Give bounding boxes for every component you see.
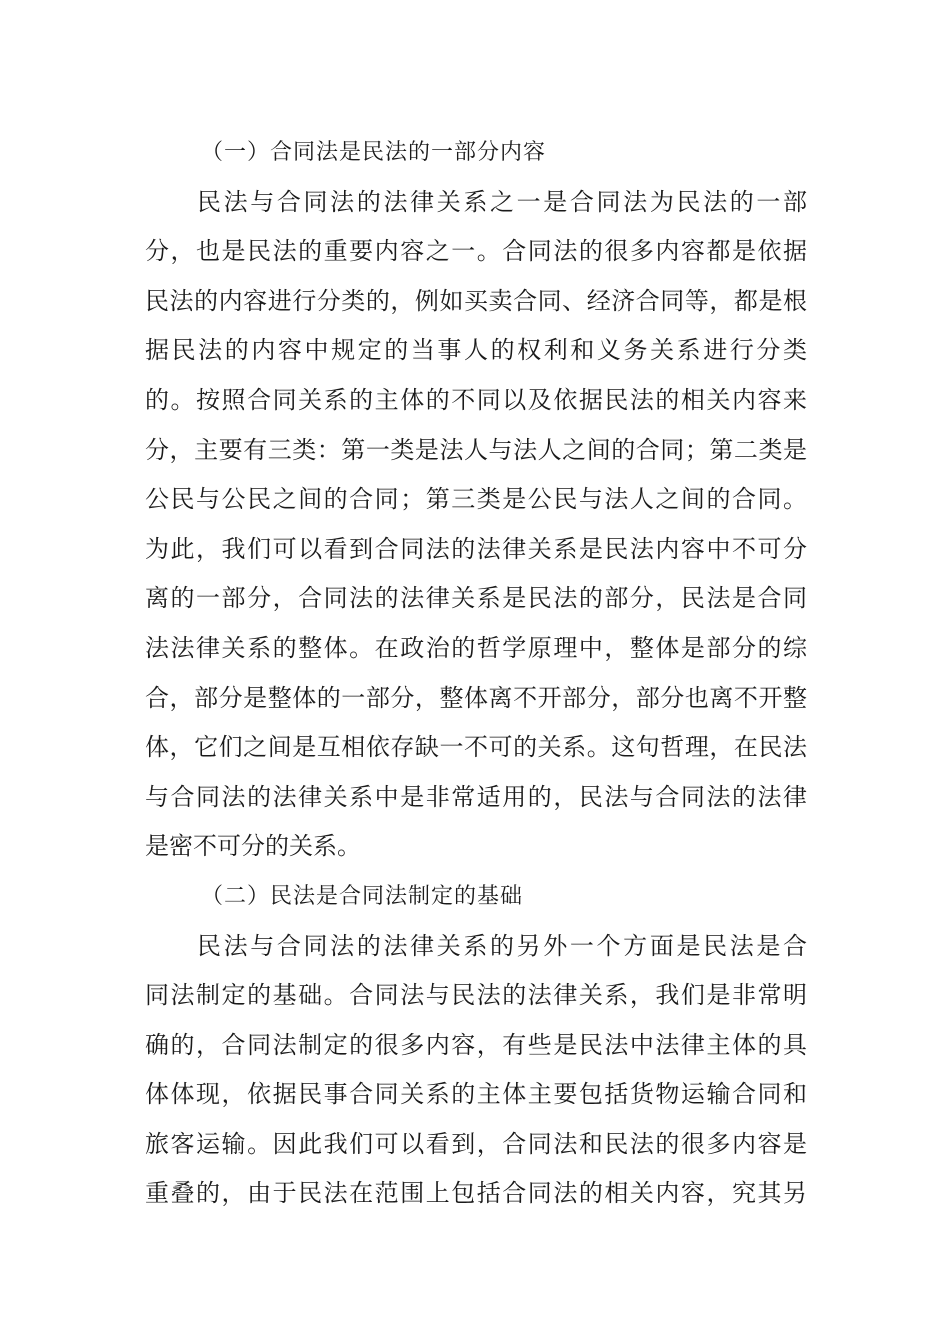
section-1-line: 法法律关系的整体。在政治的哲学原理中，整体是部分的综 <box>145 633 807 662</box>
section-2-line: 民法与合同法的法律关系的另外一个方面是民法是合 <box>197 931 807 960</box>
section-2-heading: （二）民法是合同法制定的基础 <box>201 883 524 909</box>
section-1-line: 是密不可分的关系。 <box>145 832 361 861</box>
section-2-line: 重叠的，由于民法在范围上包括合同法的相关内容，究其另 <box>145 1179 807 1208</box>
section-2-line: 确的，合同法制定的很多内容，有些是民法中法律主体的具 <box>145 1030 807 1059</box>
section-1-line: 据民法的内容中规定的当事人的权利和义务关系进行分类 <box>145 336 807 365</box>
document-body <box>145 128 807 1219</box>
section-2-line: 体体现，依据民事合同关系的主体主要包括货物运输合同和 <box>145 1080 807 1109</box>
section-2-line: 旅客运输。因此我们可以看到，合同法和民法的很多内容是 <box>145 1129 807 1158</box>
section-1-line: 的。按照合同关系的主体的不同以及依据民法的相关内容来 <box>145 385 807 414</box>
section-2-line: 同法制定的基础。合同法与民法的法律关系，我们是非常明 <box>145 981 807 1010</box>
section-1-line: 分，主要有三类：第一类是法人与法人之间的合同；第二类是 <box>145 435 807 464</box>
section-1-line: 民法的内容进行分类的，例如买卖合同、经济合同等，都是根 <box>145 286 807 315</box>
section-1-line: 体，它们之间是互相依存缺一不可的关系。这句哲理，在民法 <box>145 733 807 762</box>
section-1-line: 为此，我们可以看到合同法的法律关系是民法内容中不可分 <box>145 534 807 563</box>
section-1-line: 分，也是民法的重要内容之一。合同法的很多内容都是依据 <box>145 237 807 266</box>
section-1-heading: （一）合同法是民法的一部分内容 <box>201 140 547 165</box>
section-1-line: 离的一部分，合同法的法律关系是民法的部分，民法是合同 <box>145 584 807 613</box>
section-1-line: 合，部分是整体的一部分，整体离不开部分，部分也离不开整 <box>145 683 807 712</box>
section-1-line: 公民与公民之间的合同；第三类是公民与法人之间的合同。 <box>145 485 807 514</box>
section-1-line: 民法与合同法的法律关系之一是合同法为民法的一部 <box>197 187 807 216</box>
section-1-line: 与合同法的法律关系中是非常适用的，民法与合同法的法律 <box>145 782 807 811</box>
